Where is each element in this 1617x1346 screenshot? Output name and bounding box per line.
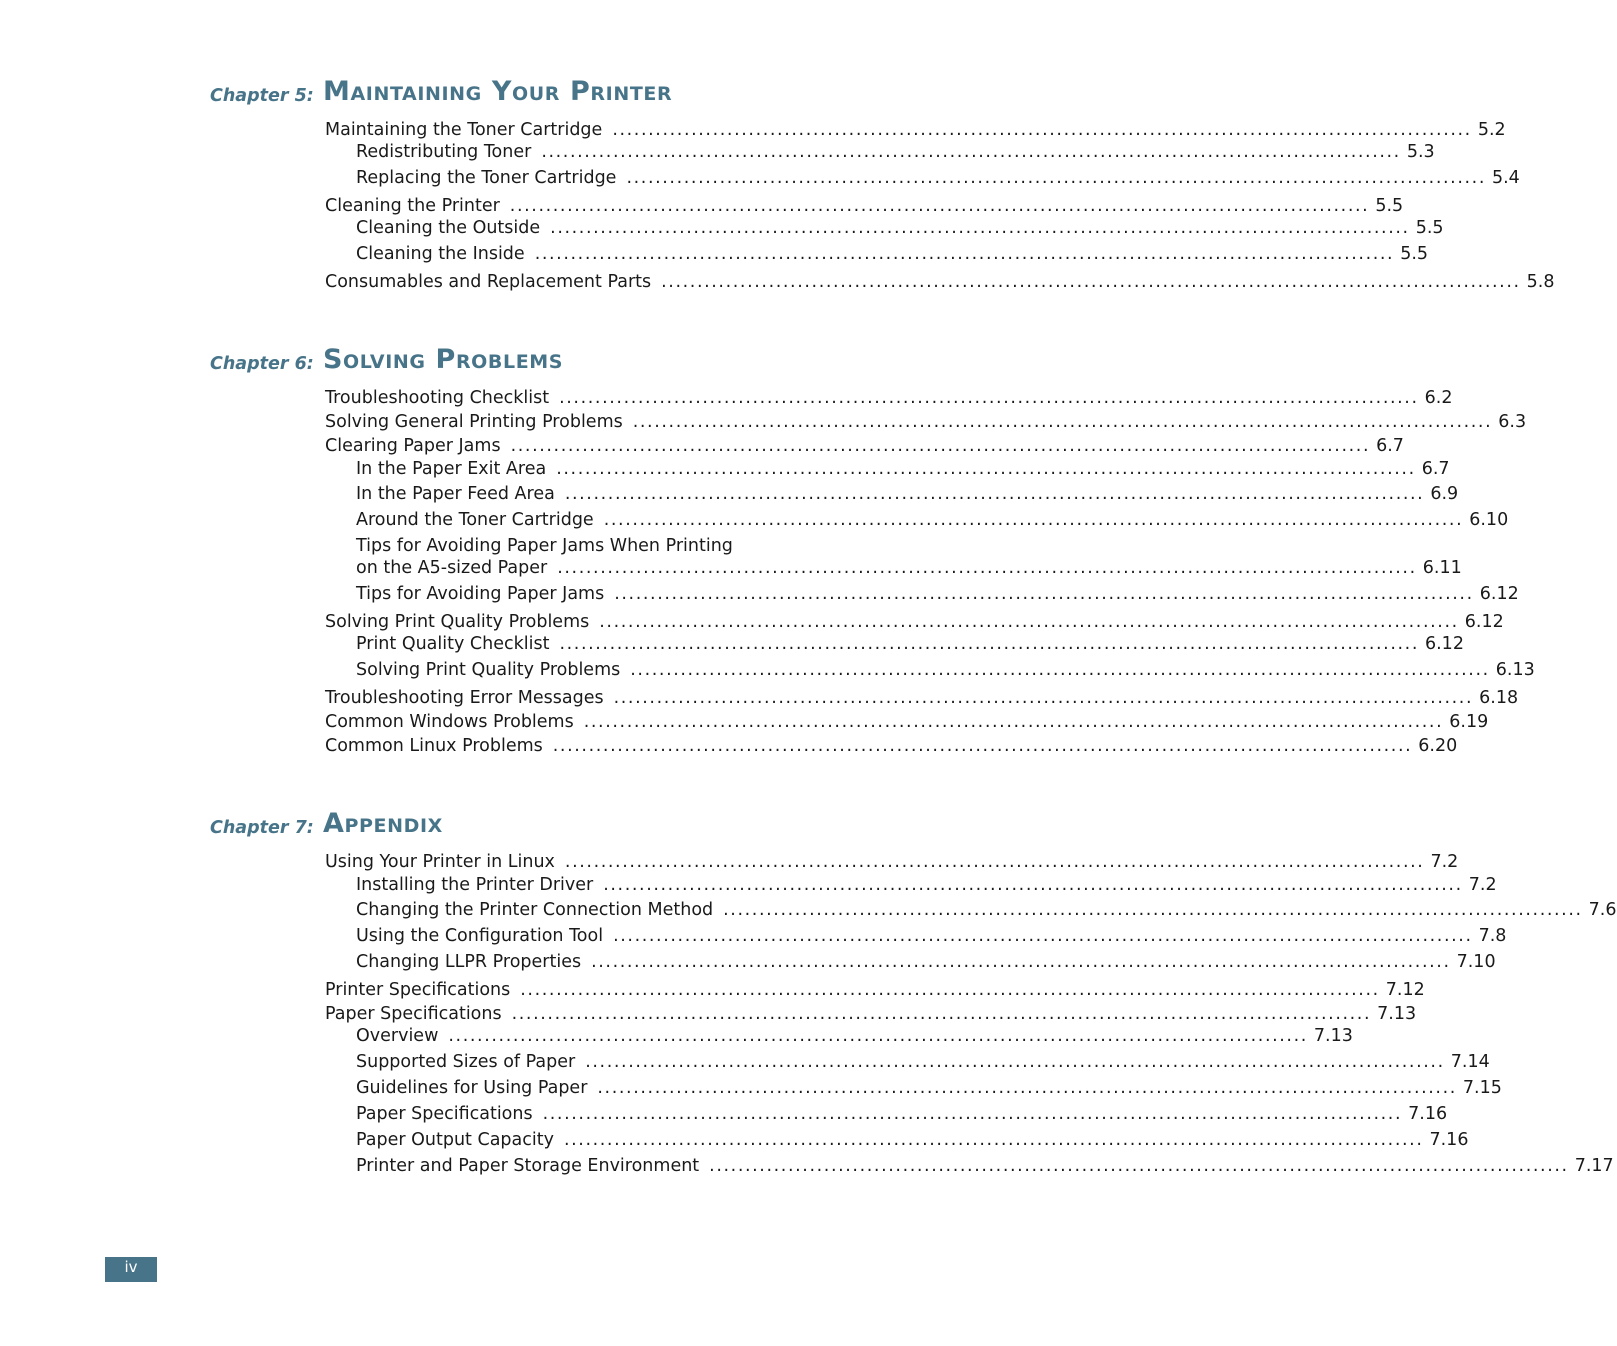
leader-dots: ........................................................................................................................ [626,168,1486,188]
leader-dots: ........................................................................................................................ [585,1052,1445,1072]
toc-entry-title: Solving General Printing Problems [325,412,623,432]
toc-entry[interactable] [356,217,1444,239]
leader-dots: ........................................................................................................................ [563,1130,1424,1150]
toc-entry[interactable] [356,458,1450,480]
toc-entry-page: 6.18 [1479,688,1519,708]
leader-dots: ........................................................................................................................ [591,952,1451,972]
toc-entry-title: In the Paper Feed Area [356,484,555,504]
leader-dots: ........................................................................................................................ [564,484,1425,504]
toc-entry-page: 7.13 [1377,1004,1417,1024]
toc-entry-title: Cleaning the Outside [356,218,541,238]
toc-entry[interactable] [325,711,1489,733]
toc-entry-page: 7.15 [1462,1078,1502,1098]
leader-dots: ........................................................................................................................ [541,142,1401,162]
toc-entry-page: 6.12 [1464,612,1504,632]
toc-entry-page: 6.10 [1469,510,1509,530]
toc-entry-title: Troubleshooting Checklist [325,388,550,408]
toc-entry-page: 6.12 [1424,634,1464,654]
leader-dots: ........................................................................................................................ [564,852,1425,872]
toc-entry-page: 6.7 [1421,459,1450,479]
toc-entry[interactable] [356,633,1464,655]
toc-entry-title-continued: on the A5-sized Paper [356,558,548,578]
toc-entry-page: 5.5 [1415,218,1444,238]
toc-entry-page: 5.5 [1400,244,1429,264]
toc-entry[interactable] [356,1077,1502,1099]
toc-entry[interactable] [356,509,1509,531]
toc-entry[interactable] [356,243,1429,265]
toc-entry[interactable] [325,387,1453,409]
toc-entry-title: Paper Specifications [325,1004,502,1024]
toc-entry-page: 7.8 [1478,926,1507,946]
toc-entry-title: Redistributing Toner [356,142,532,162]
toc-entry[interactable] [356,583,1519,605]
toc-entry[interactable] [356,659,1535,681]
toc-entry-page: 7.12 [1385,980,1425,1000]
chapter-title: Solving Problems [323,344,564,375]
leader-dots: ........................................................................................................................ [603,510,1464,530]
toc-entry-page: 7.2 [1468,875,1497,895]
toc-entry-page: 6.9 [1430,484,1459,504]
toc-entry[interactable] [325,119,1506,141]
toc-entry[interactable] [325,435,1404,457]
leader-dots: ........................................................................................................................ [599,612,1459,632]
toc-entry[interactable] [325,1003,1417,1025]
chapter-label: Chapter 5: [210,86,314,106]
toc-entry-page: 6.3 [1498,412,1527,432]
toc-entry-title: Supported Sizes of Paper [356,1052,576,1072]
leader-dots: ........................................................................................................................ [559,388,1419,408]
toc-entry-page: 7.10 [1456,952,1496,972]
leader-dots: ........................................................................................................................ [723,900,1583,920]
toc-entry-page: 7.13 [1313,1026,1353,1046]
toc-entry-page: 5.2 [1477,120,1506,140]
toc-entry-title: Using the Configuration Tool [356,926,604,946]
leader-dots: ........................................................................................................................ [612,120,1472,140]
toc-entry[interactable] [356,1051,1490,1073]
toc-entry[interactable] [325,411,1527,433]
leader-dots: ........................................................................................................................ [520,980,1380,1000]
leader-dots: ........................................................................................................................ [542,1104,1403,1124]
chapter-5-heading [0,76,954,116]
toc-entry[interactable] [325,851,1459,873]
toc-entry-page: 6.20 [1418,736,1458,756]
toc-entry-title: Printer Specifications [325,980,511,1000]
toc-entry-page: 5.4 [1491,168,1520,188]
toc-entry-title: Tips for Avoiding Paper Jams When Printing [356,536,733,556]
toc-entry-title: Common Windows Problems [325,712,574,732]
leader-dots: ........................................................................................................................ [583,712,1444,732]
leader-dots: ........................................................................................................................ [613,688,1474,708]
toc-entry-page: 5.3 [1406,142,1435,162]
toc-entry[interactable] [325,735,1458,757]
toc-entry-title: Clearing Paper Jams [325,436,501,456]
toc-entry-page: 7.16 [1429,1130,1469,1150]
leader-dots: ........................................................................................................................ [709,1156,1569,1176]
leader-dots: ........................................................................................................................ [603,875,1463,895]
toc-entry[interactable] [356,899,1617,921]
leader-dots: ........................................................................................................................ [510,436,1371,456]
toc-entry[interactable] [325,195,1404,217]
toc-entry[interactable] [356,167,1520,189]
chapter-title: Maintaining Your Printer [323,76,673,107]
toc-entry[interactable] [356,951,1496,973]
toc-entry[interactable] [356,483,1459,505]
leader-dots: ........................................................................................................................ [559,634,1419,654]
toc-entry-page: 7.16 [1408,1104,1448,1124]
leader-dots: ........................................................................................................................ [448,1026,1308,1046]
toc-entry-title: Solving Print Quality Problems [356,660,621,680]
toc-entry-title: Using Your Printer in Linux [325,852,555,872]
toc-entry-title: Troubleshooting Error Messages [325,688,604,708]
chapter-label: Chapter 7: [210,818,314,838]
toc-entry-page: 7.14 [1450,1052,1490,1072]
toc-entry[interactable] [356,1129,1469,1151]
leader-dots: ........................................................................................................................ [509,196,1370,216]
toc-entry[interactable] [356,1103,1448,1125]
toc-entry-title: Cleaning the Inside [356,244,525,264]
leader-dots: ........................................................................................................................ [630,660,1490,680]
toc-entry-page: 6.12 [1479,584,1519,604]
chapter-title: Appendix [323,808,443,839]
toc-entry-title: Around the Toner Cartridge [356,510,594,530]
leader-dots: ........................................................................................................................ [557,558,1417,578]
toc-entry-title: Tips for Avoiding Paper Jams [356,584,605,604]
toc-entry[interactable] [356,1155,1614,1177]
toc-entry[interactable] [356,874,1497,896]
toc-entry-line-1[interactable] [356,535,838,557]
toc-entry-title: Paper Specifications [356,1104,533,1124]
toc-entry-page: 6.2 [1424,388,1453,408]
toc-entry-title: Changing LLPR Properties [356,952,582,972]
toc-entry-title: Print Quality Checklist [356,634,550,654]
leader-dots: ........................................................................................................................ [597,1078,1457,1098]
toc-entry[interactable] [325,271,1555,293]
toc-entry[interactable] [356,557,1462,579]
toc-entry[interactable] [356,925,1507,947]
toc-entry[interactable] [325,611,1504,633]
toc-entry-title: Paper Output Capacity [356,1130,554,1150]
toc-entry-page: 7.6 [1588,900,1617,920]
toc-entry-page: 5.8 [1526,272,1555,292]
chapter-7-heading [0,808,954,848]
toc-entry-title: Maintaining the Toner Cartridge [325,120,603,140]
leader-dots: ........................................................................................................................ [614,584,1474,604]
toc-entry-title: Replacing the Toner Cartridge [356,168,617,188]
toc-entry-title: Printer and Paper Storage Environment [356,1156,700,1176]
toc-entry-title: Installing the Printer Driver [356,875,594,895]
leader-dots: ........................................................................................................................ [661,272,1521,292]
toc-entry-page: 6.7 [1376,436,1404,456]
leader-dots: ........................................................................................................................ [511,1004,1372,1024]
toc-entry-title: Guidelines for Using Paper [356,1078,588,1098]
toc-entry[interactable] [325,979,1425,1001]
toc-entry-page: 5.5 [1375,196,1404,216]
leader-dots: ........................................................................................................................ [550,218,1410,238]
leader-dots: ........................................................................................................................ [534,244,1395,264]
leader-dots: ........................................................................................................................ [556,459,1416,479]
toc-entry[interactable] [325,687,1519,709]
toc-entry-title: Solving Print Quality Problems [325,612,590,632]
page-number-badge: iv [105,1257,157,1282]
toc-entry-page: 7.17 [1574,1156,1614,1176]
toc-entry-page: 6.11 [1422,558,1462,578]
toc-entry-title: Cleaning the Printer [325,196,500,216]
leader-dots: ........................................................................................................................ [552,736,1413,756]
toc-entry-title: Changing the Printer Connection Method [356,900,714,920]
toc-entry-title: Consumables and Replacement Parts [325,272,652,292]
toc-entry-page: 6.13 [1495,660,1535,680]
toc-entry[interactable] [356,141,1435,163]
toc-entry-title: In the Paper Exit Area [356,459,547,479]
toc-entry-page: 6.19 [1449,712,1489,732]
toc-entry-page: 7.2 [1430,852,1459,872]
toc-entry[interactable] [356,1025,1353,1047]
leader-dots: ........................................................................................................................ [613,926,1473,946]
chapter-6-heading [0,344,954,384]
toc-entry-title: Common Linux Problems [325,736,543,756]
toc-entry-title: Overview [356,1026,439,1046]
leader-dots: ........................................................................................................................ [632,412,1493,432]
chapter-label: Chapter 6: [210,354,314,374]
